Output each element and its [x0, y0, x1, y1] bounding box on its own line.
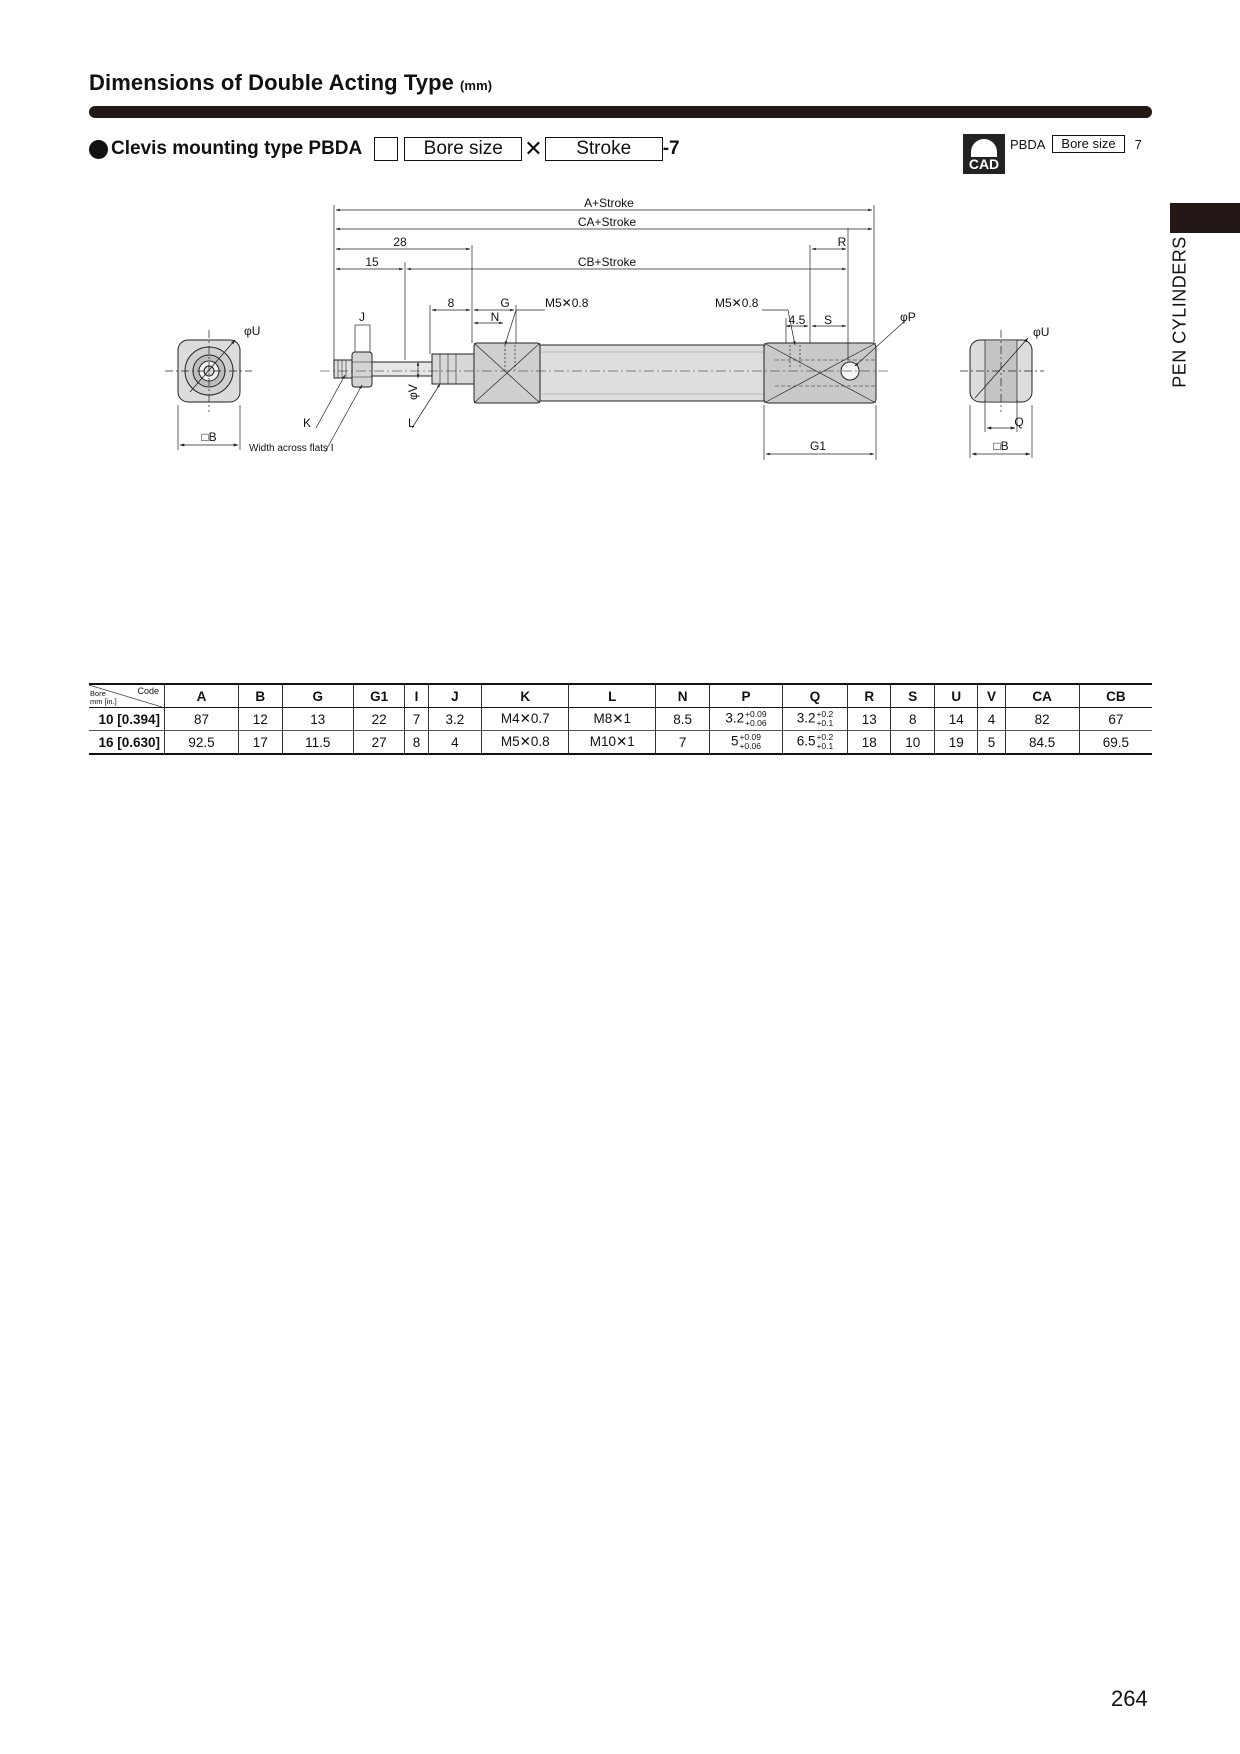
q-tol-lower: +0.1: [816, 718, 834, 728]
label-b-left: □B: [201, 430, 217, 444]
cell-u: 14: [934, 708, 978, 731]
col-header-l: L: [569, 684, 656, 708]
col-header-n: N: [656, 684, 710, 708]
bore-size-box: Bore size: [404, 137, 522, 161]
cell-q: [782, 731, 847, 755]
q-tolerance: [816, 733, 833, 751]
cell-b: 12: [239, 708, 283, 731]
title-text: Dimensions of Double Acting Type: [89, 70, 454, 95]
cell-a: 92.5: [165, 731, 239, 755]
label-m5-right: M5✕0.8: [715, 296, 759, 310]
cell-a: 87: [165, 708, 239, 731]
col-header-g1: G1: [353, 684, 405, 708]
col-header-a: A: [165, 684, 239, 708]
model-suffix: -7: [662, 138, 680, 159]
cell-k: M4✕0.7: [482, 708, 569, 731]
cell-g: 13: [282, 708, 353, 731]
label-k: K: [303, 416, 312, 430]
q-tol-lower: +0.1: [816, 741, 834, 751]
label-g1: G1: [809, 439, 827, 453]
p-tol-upper: +0.09: [739, 732, 761, 742]
p-tol-lower: +0.06: [739, 741, 761, 751]
col-header-r: R: [847, 684, 891, 708]
q-tol-upper: +0.2: [816, 732, 834, 742]
col-header-u: U: [934, 684, 978, 708]
label-width-across-flats: Width across flats I: [249, 443, 334, 454]
col-header-ca: CA: [1005, 684, 1079, 708]
cell-l: M8✕1: [569, 708, 656, 731]
p-tol-upper: +0.09: [745, 709, 767, 719]
label-m5-left: M5✕0.8: [545, 296, 589, 310]
label-r: R: [837, 235, 847, 249]
label-4-5: 4.5: [788, 313, 806, 327]
times-symbol: ✕: [524, 136, 543, 161]
cad-bore-box: Bore size: [1052, 135, 1124, 153]
corner-bore-word: Bore: [90, 689, 106, 698]
label-ca-stroke: CA+Stroke: [577, 215, 637, 229]
p-value: 5: [730, 733, 739, 749]
label-n: N: [490, 310, 500, 324]
cad-icon-label: CAD: [968, 156, 1000, 172]
cell-q: [782, 708, 847, 731]
cell-u: 19: [934, 731, 978, 755]
p-tol-lower: +0.06: [745, 718, 767, 728]
dimension-drawing: [160, 190, 1060, 470]
cell-ca: 82: [1005, 708, 1079, 731]
cell-j: 3.2: [428, 708, 482, 731]
dimension-table: [89, 683, 1152, 755]
label-q: Q: [1014, 415, 1024, 429]
corner-bore-unit: mm [in.]: [90, 697, 117, 706]
q-value: 6.5: [796, 733, 816, 749]
corner-header-cell: [89, 684, 165, 708]
page-title: [89, 70, 492, 96]
cell-r: 13: [847, 708, 891, 731]
col-header-s: S: [891, 684, 935, 708]
table-header-row: [89, 684, 1152, 708]
mounting-type-label: Clevis mounting type PBDA: [111, 138, 363, 159]
cell-cb: 67: [1079, 708, 1152, 731]
cell-v: 4: [978, 708, 1005, 731]
bore-cell: 10 [0.394]: [98, 711, 160, 727]
p-tolerance: [739, 733, 761, 751]
cell-s: 8: [891, 708, 935, 731]
cell-g1: 27: [353, 731, 405, 755]
q-value: 3.2: [796, 710, 816, 726]
table-row: [89, 731, 1152, 755]
cell-p: [709, 708, 782, 731]
bore-cell: 16 [0.630]: [98, 734, 160, 750]
col-header-cb: CB: [1079, 684, 1152, 708]
cell-r: 18: [847, 731, 891, 755]
side-tab-label: PEN CYLINDERS: [1169, 236, 1190, 388]
cell-i: 7: [405, 708, 428, 731]
corner-code-label: Code: [137, 686, 159, 696]
side-tab: [1156, 232, 1204, 392]
title-unit: (mm): [460, 78, 493, 93]
bullet-icon: [89, 140, 108, 159]
cell-s: 10: [891, 731, 935, 755]
label-15: 15: [365, 255, 379, 269]
col-header-p: P: [709, 684, 782, 708]
p-value: 3.2: [725, 710, 745, 726]
label-a-stroke: A+Stroke: [584, 196, 634, 210]
side-tab-marker: [1170, 203, 1240, 233]
title-rule: [89, 106, 1152, 118]
q-tol-upper: +0.2: [816, 709, 834, 719]
corner-bore-label: [90, 690, 117, 706]
col-header-q: Q: [782, 684, 847, 708]
cell-n: 7: [656, 731, 710, 755]
cell-i: 8: [405, 731, 428, 755]
col-header-v: V: [978, 684, 1005, 708]
col-header-i: I: [405, 684, 428, 708]
drawing-labels: [201, 196, 1049, 454]
page-number: 264: [1111, 1686, 1148, 1711]
label-j: J: [359, 310, 365, 324]
cell-v: 5: [978, 731, 1005, 755]
label-b-right: □B: [993, 439, 1009, 453]
model-blank-box: [374, 137, 398, 161]
cell-n: 8.5: [656, 708, 710, 731]
cell-k: M5✕0.8: [482, 731, 569, 755]
cad-disc-shape: [971, 139, 997, 157]
table-row: [89, 708, 1152, 731]
label-phi-v: φV: [406, 384, 420, 400]
cad-disc-icon[interactable]: [963, 134, 1005, 174]
label-l: L: [408, 416, 415, 430]
cad-model: PBDA: [1010, 136, 1046, 152]
p-tolerance: [745, 710, 767, 728]
col-header-g: G: [282, 684, 353, 708]
col-header-j: J: [428, 684, 482, 708]
label-phi-p: φP: [900, 310, 916, 324]
cell-b: 17: [239, 731, 283, 755]
label-cb-stroke: CB+Stroke: [577, 255, 637, 269]
cell-g1: 22: [353, 708, 405, 731]
cell-g: 11.5: [282, 731, 353, 755]
label-g: G: [500, 296, 510, 310]
cell-cb: 69.5: [1079, 731, 1152, 755]
label-phi-u-right: φU: [1033, 325, 1050, 339]
q-tolerance: [816, 710, 833, 728]
label-phi-u-left: φU: [244, 324, 261, 338]
label-s: S: [823, 313, 833, 327]
label-28: 28: [393, 235, 407, 249]
cell-l: M10✕1: [569, 731, 656, 755]
col-header-k: K: [482, 684, 569, 708]
model-code-line: [89, 136, 680, 162]
cell-j: 4: [428, 731, 482, 755]
cell-ca: 84.5: [1005, 731, 1079, 755]
cad-model-code: [1010, 135, 1142, 153]
stroke-box: Stroke: [545, 137, 663, 161]
cell-p: [709, 731, 782, 755]
col-header-b: B: [239, 684, 283, 708]
cad-suffix: 7: [1134, 136, 1142, 152]
label-8: 8: [447, 296, 455, 310]
